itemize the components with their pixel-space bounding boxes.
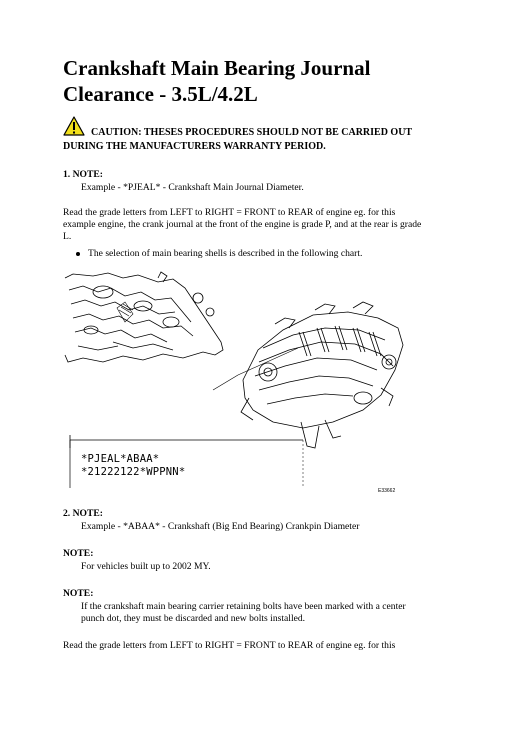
step-1-heading: 1. NOTE: (63, 169, 103, 180)
step-1-example: Example - *PJEAL* - Crankshaft Main Journal Diameter. (81, 182, 304, 193)
note-b-line-2: punch dot, they must be discarded and new bolts installed. (81, 613, 306, 624)
note-a-text: For vehicles built up to 2002 MY. (81, 561, 211, 572)
note-b-heading: NOTE: (63, 588, 94, 599)
title-line-2: Clearance - 3.5L/4.2L (63, 82, 258, 106)
step-2-heading: 2. NOTE: (63, 508, 103, 519)
caution-text-line-1: CAUTION: THESES PROCEDURES SHOULD NOT BE CARRIED OUT (91, 127, 413, 138)
note-a-heading: NOTE: (63, 548, 94, 559)
step-2-example: Example - *ABAA* - Crankshaft (Big End Bearing) Crankpin Diameter (81, 521, 360, 532)
caution-text-line-2: DURING THE MANUFACTURERS WARRANTY PERIOD. (63, 141, 326, 152)
read-grade-paragraph-2: Read the grade letters from LEFT to RIGHT = FRONT to REAR of engine eg. for this (63, 640, 396, 651)
figure-id: E33662 (378, 488, 396, 494)
warning-triangle-icon (63, 116, 85, 136)
page-title (63, 55, 483, 107)
note-b-line-1: If the crankshaft main bearing carrier retaining bolts have been marked with a center (81, 601, 406, 612)
engine-code-line-1: *PJEAL*ABAA* (81, 453, 160, 465)
paragraph-1-line-2: example engine, the crank journal at the front of the engine is grade P, and at the rear is grade (63, 219, 422, 230)
read-grade-paragraph-1 (63, 207, 473, 243)
paragraph-1-line-3: L. (63, 231, 72, 242)
engine-code-line-2: *21222122*WPPNN* (81, 466, 186, 478)
bullet-dot (76, 252, 80, 256)
bullet-item-chart: The selection of main bearing shells is described in the following chart. (88, 248, 363, 259)
paragraph-1-line-1: Read the grade letters from LEFT to RIGHT = FRONT to REAR of engine eg. for this (63, 207, 396, 218)
engine-illustration (63, 270, 408, 500)
title-line-1: Crankshaft Main Bearing Journal (63, 56, 371, 80)
